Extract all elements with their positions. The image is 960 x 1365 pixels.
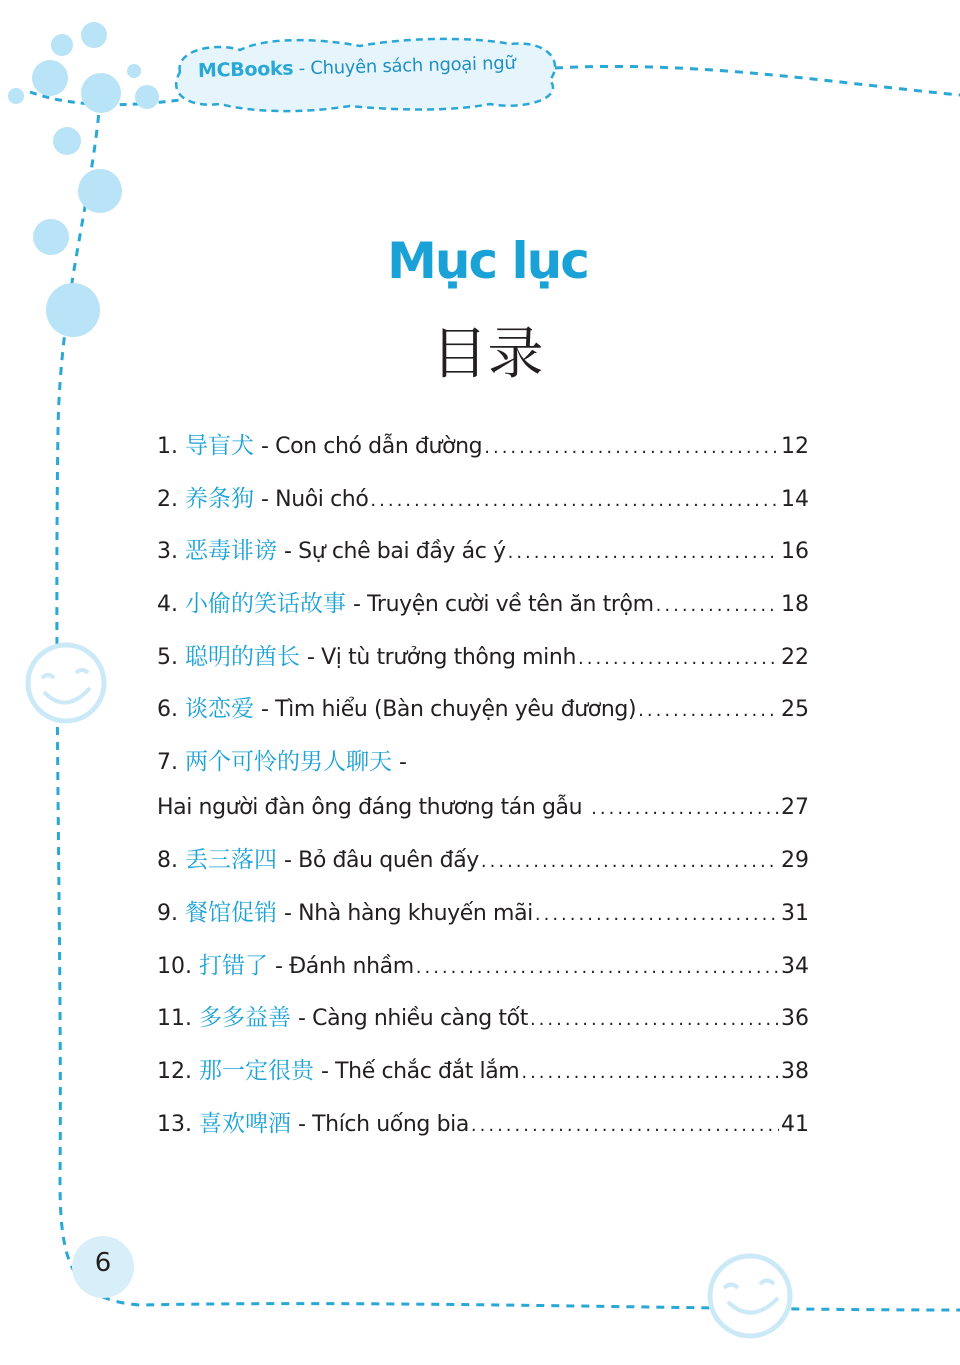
toc-leader <box>508 533 779 573</box>
brand-name: MCBooks <box>197 57 294 82</box>
toc-entry[interactable] <box>157 742 809 788</box>
table-of-contents <box>157 426 809 1156</box>
toc-entry[interactable] <box>157 689 809 742</box>
toc-vietnamese-title: - Càng nhiều càng tốt <box>298 1006 528 1032</box>
toc-page: 22 <box>781 644 809 670</box>
toc-number: 13. <box>157 1111 192 1137</box>
toc-entry[interactable] <box>157 1051 809 1104</box>
toc-number: 6. <box>157 697 178 723</box>
toc-entry[interactable] <box>157 426 809 479</box>
toc-entry[interactable] <box>157 998 809 1051</box>
toc-chinese-title: 谈恋爱 <box>185 696 254 723</box>
toc-chinese-title: 养条狗 <box>185 485 254 512</box>
toc-chinese-title: 喜欢啤酒 <box>199 1110 291 1137</box>
toc-chinese-title: 恶毒诽谤 <box>185 538 277 565</box>
toc-page: 34 <box>781 953 809 979</box>
toc-entry[interactable] <box>157 479 809 532</box>
toc-chinese-title: 小偷的笑话故事 <box>185 591 346 618</box>
page-title: Mục lục <box>387 232 588 290</box>
toc-page: 36 <box>781 1006 809 1032</box>
toc-chinese-title: 聪明的酋长 <box>185 643 300 670</box>
toc-leader <box>578 639 779 679</box>
toc-leader <box>370 481 779 521</box>
toc-vietnamese-title: - Truyện cười về tên ăn trộm <box>353 592 654 618</box>
toc-leader <box>656 586 779 626</box>
toc-page: 29 <box>781 848 809 874</box>
toc-number: 4. <box>157 592 178 618</box>
toc-leader <box>471 1106 779 1146</box>
toc-leader <box>416 948 779 988</box>
toc-entry[interactable] <box>157 531 809 584</box>
toc-entry[interactable] <box>157 584 809 637</box>
toc-vietnamese-title: - Con chó dẫn đường <box>261 434 483 459</box>
toc-vietnamese-title: - Nuôi chó <box>261 486 369 512</box>
toc-entry[interactable] <box>157 893 809 946</box>
toc-chinese-title: 餐馆促销 <box>185 899 277 926</box>
toc-chinese-title: 那一定很贵 <box>199 1057 314 1084</box>
toc-page: 31 <box>781 900 809 926</box>
toc-vietnamese-title: - Tìm hiểu (Bàn chuyện yêu đương) <box>261 697 637 723</box>
toc-page: 27 <box>781 795 809 821</box>
toc-number: 3. <box>157 539 178 565</box>
toc-chinese-title: 两个可怜的男人聊天 <box>185 749 392 776</box>
toc-leader <box>521 1053 779 1093</box>
toc-leader <box>530 1000 779 1040</box>
header-separator: - <box>293 58 311 80</box>
toc-chinese-title: 打错了 <box>199 952 268 979</box>
toc-number: 10. <box>157 953 192 979</box>
toc-page: 38 <box>781 1058 809 1084</box>
toc-leader <box>591 789 779 829</box>
toc-leader <box>481 842 779 882</box>
toc-leader <box>638 691 779 731</box>
toc-vietnamese-title: - Sự chê bai đầy ác ý <box>284 539 506 565</box>
toc-entry[interactable] <box>157 946 809 999</box>
toc-vietnamese-title: - Thích uống bia <box>298 1111 469 1137</box>
toc-chinese-title: 丢三落四 <box>185 847 277 874</box>
toc-number: 7. <box>157 750 178 776</box>
toc-vietnamese-title: - Nhà hàng khuyến mãi <box>284 900 533 926</box>
toc-page: 16 <box>781 539 809 565</box>
toc-leader <box>535 895 779 935</box>
toc-vietnamese-title: - Thế chắc đắt lắm <box>321 1058 520 1084</box>
page-number: 6 <box>94 1248 112 1278</box>
toc-vietnamese-title: - Vị tù trưởng thông minh <box>307 644 576 670</box>
toc-number: 9. <box>157 900 178 926</box>
toc-number: 11. <box>157 1006 192 1032</box>
toc-number: 8. <box>157 848 178 874</box>
toc-vietnamese-title: - Đánh nhầm <box>275 953 414 979</box>
toc-entry[interactable] <box>157 637 809 690</box>
toc-leader <box>484 428 779 468</box>
toc-number: 1. <box>157 434 178 459</box>
toc-chinese-title: 多多益善 <box>199 1005 291 1032</box>
toc-page: 12 <box>781 434 809 459</box>
page-title-chinese: 目录 <box>431 322 544 387</box>
toc-vietnamese-title: - <box>399 750 407 776</box>
smiley-face-icon <box>710 1256 790 1336</box>
toc-vietnamese-title: - Bỏ đâu quên đấy <box>284 848 479 874</box>
toc-vietnamese-title: Hai người đàn ông đáng thương tán gẫu <box>157 795 583 821</box>
toc-entry[interactable] <box>157 840 809 893</box>
toc-entry[interactable] <box>157 1104 809 1157</box>
header-tagline: Chuyên sách ngoại ngữ <box>310 52 516 80</box>
toc-entry-continuation[interactable] <box>157 788 809 840</box>
smiley-face-icon <box>28 645 104 721</box>
toc-page: 18 <box>781 592 809 618</box>
toc-number: 5. <box>157 644 178 670</box>
toc-number: 2. <box>157 486 178 512</box>
toc-number: 12. <box>157 1058 192 1084</box>
toc-chinese-title: 导盲犬 <box>185 433 254 459</box>
toc-page: 25 <box>781 697 809 723</box>
toc-page: 41 <box>781 1111 809 1137</box>
toc-page: 14 <box>781 486 809 512</box>
